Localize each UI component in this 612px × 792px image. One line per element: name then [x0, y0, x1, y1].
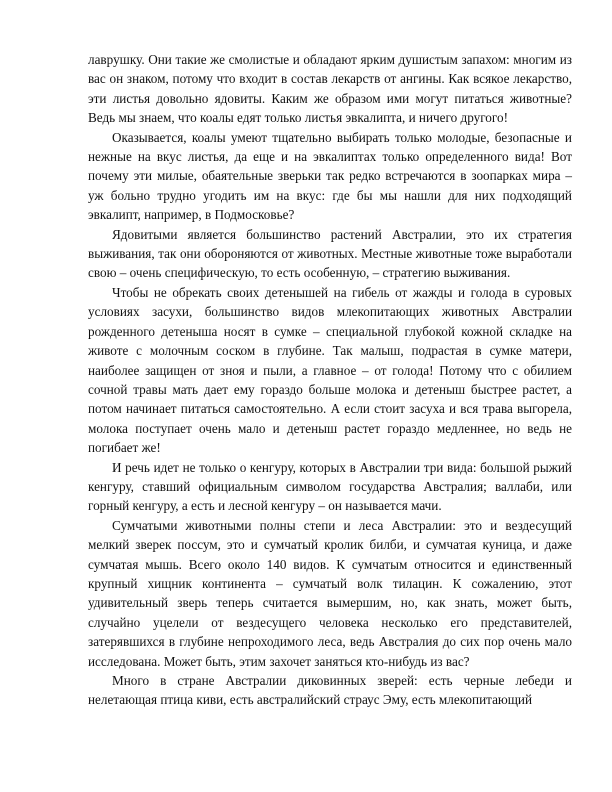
paragraph-3: Ядовитыми является большинство растений Австралии, это их стратегия выживания, так они обороняются от животных. Местные животные тоже выработали свою – очень специфическую, то есть особенную, – стратегию выживания. [88, 226, 572, 281]
paragraph-1: лаврушку. Они такие же смолистые и обладают ярким душистым запахом: многим из вас он знаком, потому что входит в состав лекарств от ангины. Как всякое лекарство, эти листья довольно ядовиты. Каким же образом ими могут питаться животные? Ведь мы знаем, что коалы едят только листья эвкалипта, и ничего другого! [88, 52, 572, 126]
paragraph-5: И речь идет не только о кенгуру, которых в Австралии три вида: большой рыжий кенгуру, ставший официальным символом государства Австралия; валлаби, или горный кенгуру, а есть и лесной кенгуру – он называется мачи. [88, 459, 572, 514]
paragraph-7: Много в стране Австралии диковинных зверей: есть черные лебеди и нелетающая птица киви, есть австралийский страус Эму, есть млекопитающий [88, 673, 572, 708]
document-page [88, 50, 572, 710]
paragraph-2: Оказывается, коалы умеют тщательно выбирать только молодые, безопасные и нежные на вкус листья, да еще и на эвкалиптах только определенного вида! Вот почему эти милые, обаятельные зверьки так редко встречаются в зоопарках мира – уж больно трудно угодить им на вкус: где бы мы нашли для них подходящий эвкалипт, например, в Подмосковье? [88, 129, 572, 223]
paragraph-6: Сумчатыми животными полны степи и леса Австралии: это и вездесущий мелкий зверек поссум, это и сумчатый кролик билби, и сумчатая куница, и даже сумчатая мышь. Всего около 140 видов. К сумчатым относится и единственный крупный хищник континента – сумчатый волк тилацин. К сожалению, этот удивительный зверь теперь считается вымершим, но, как знать, может быть, случайно уцелели от вездесущего человека несколько его представителей, затерявшихся в глубине непроходимого леса, ведь Австралия до сих пор очень мало исследована. Может быть, этим захочет заняться кто-нибудь из вас? [88, 517, 572, 669]
paragraph-4: Чтобы не обрекать своих детенышей на гибель от жажды и голода в суровых условиях засухи, большинство видов млекопитающих животных Австралии рожденного детеныша носят в сумке – специальной глубокой кожной складке на животе с молочным соском в глубине. Так малыш, подрастая в сумке матери, наиболее защищен от зноя и пыли, а главное – от голода! Потому что с обилием сочной травы мать дает ему гораздо больше молока и детеныш быстрее растет, а потом начинает питаться самостоятельно. А если стоит засуха и вся трава выгорела, молока поступает очень мало и детеныш растет гораздо медленнее, но ведь не погибает же! [88, 284, 572, 456]
